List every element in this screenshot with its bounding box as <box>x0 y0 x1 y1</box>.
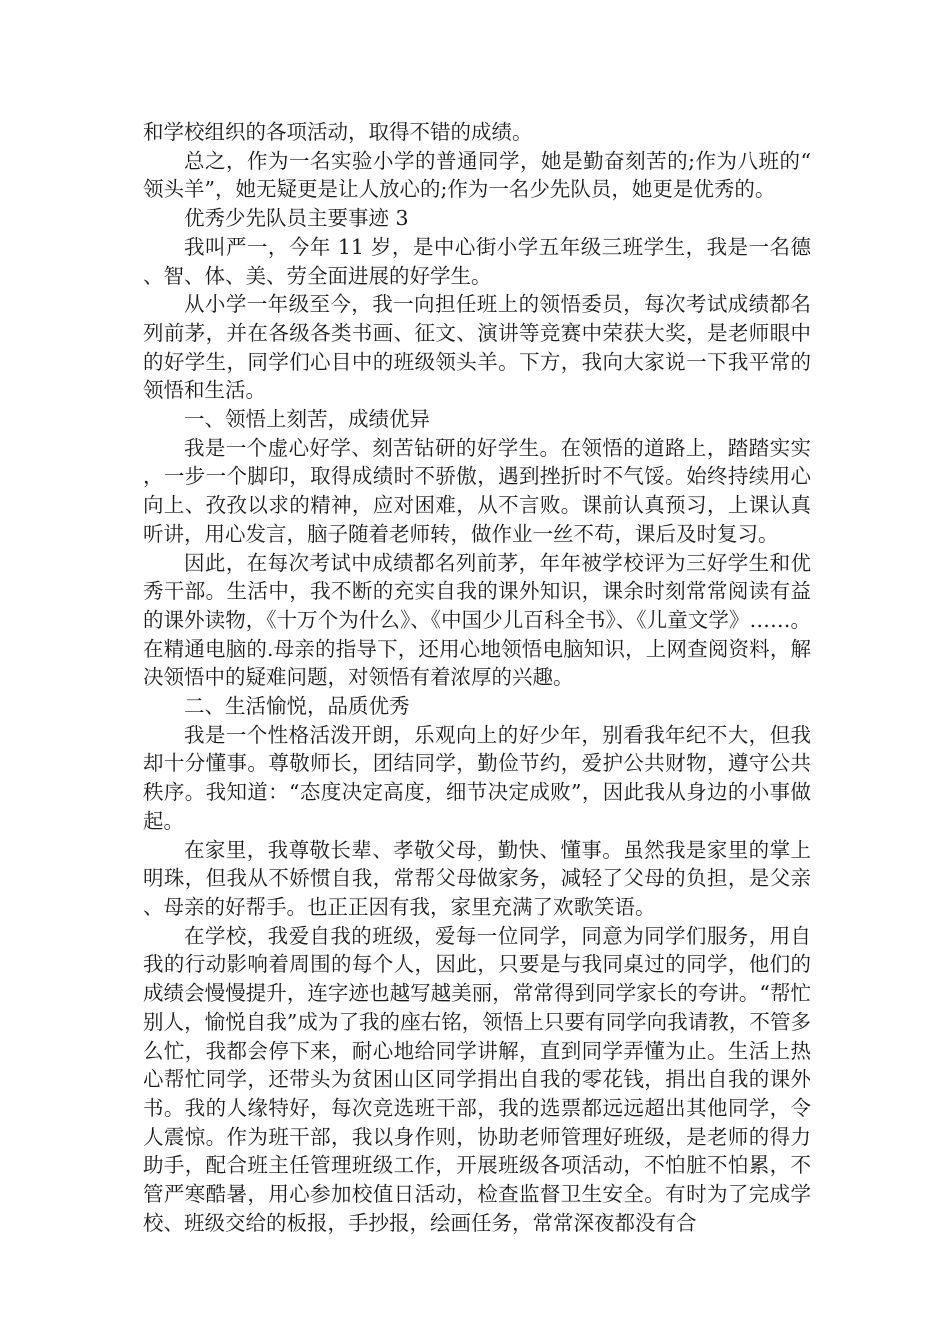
paragraph-11: 在学校，我爱自我的班级，爱每一位同学，同意为同学们服务，用自我的行动影响着周围的每个人，因此，只要是与我同桌过的同学，他们的成绩会慢慢提升，连字迹也越写越美丽，常常得到同学家长的夸讲。“帮忙别人，愉悦自我”成为了我的座右铭，领悟上只要有同学向我请教，不管多么忙，我都会停下来，耐心地给同学讲解，直到同学弄懂为止。生活上热心帮忙同学，还带头为贫困山区同学捐出自我的零花钱，捐出自我的课外书。我的人缘特好，每次竞选班干部，我的选票都远远超出其他同学，令人震惊。作为班干部，我以身作则，协助老师管理好班级，是老师的得力助手，配合班主任管理班级工作，开展班级各项活动，不怕脏不怕累，不管严寒酷暑，用心参加校值日活动，检查监督卫生安全。有时为了完成学校、班级交给的板报，手抄报，绘画任务，常常深夜都没有合 <box>143 923 811 1235</box>
paragraph-10: 在家里，我尊敬长辈、孝敬父母，勤快、懂事。虽然我是家里的掌上明珠，但我从不娇惯自我，常帮父母做家务，减轻了父母的负担，是父亲、母亲的好帮手。也正正因有我，家里充满了欢歌笑语。 <box>143 837 811 919</box>
section-title: 优秀少先队员主要事迹 3 <box>184 206 409 231</box>
paragraph-4: 从小学一年级至今，我一向担任班上的领悟委员，每次考试成绩都名列前茅，并在各级各类书画、征文、演讲等竞赛中荣获大奖，是老师眼中的好学生，同学们心目中的班级领头羊。下方，我向大家说一下我平常的领悟和生活。 <box>143 292 811 403</box>
document-page <box>143 118 811 1237</box>
paragraph-7: 因此，在每次考试中成绩都名列前茅，年年被学校评为三好学生和优秀干部。生活中，我不断的充实自我的课外知识，课余时刻常常阅读有益的课外读物，《十万个为什么》、《中国少儿百科全书》、《儿童文学》……。在精通电脑的.母亲的指导下，还用心地领悟电脑知识，上网查阅资料，解决领悟中的疑难问题，对领悟有着浓厚的兴趣。 <box>143 550 811 690</box>
paragraph-intro: 我叫严一，今年 11 岁，是中心街小学五年级三班学生，我是一名德、智、体、美、劳全面进展的好学生。 <box>143 234 811 288</box>
subheading-life: 二、生活愉悦，品质优秀 <box>184 694 410 719</box>
paragraph-2: 总之，作为一名实验小学的普通同学，她是勤奋刻苦的;作为八班的“领头羊”，她无疑更是让人放心的;作为一名少先队员，她更是优秀的。 <box>143 148 811 202</box>
paragraph-1: 和学校组织的各项活动，取得不错的成绩。 <box>143 120 533 144</box>
paragraph-6: 我是一个虚心好学、刻苦钻研的好学生。在领悟的道路上，踏踏实实，一步一个脚印，取得成绩时不骄傲，遇到挫折时不气馁。始终持续用心向上、孜孜以求的精神，应对困难，从不言败。课前认真预习，上课认真听讲，用心发言，脑子随着老师转，做作业一丝不苟，课后及时复习。 <box>143 435 811 546</box>
subheading-study: 一、领悟上刻苦，成绩优异 <box>184 407 430 432</box>
paragraph-9: 我是一个性格活泼开朗，乐观向上的好少年，别看我年纪不大，但我却十分懂事。尊敬师长，团结同学，勤俭节约，爱护公共财物，遵守公共秩序。我知道：“态度决定高度，细节决定成败”，因此我从身边的小事做起。 <box>143 722 811 833</box>
